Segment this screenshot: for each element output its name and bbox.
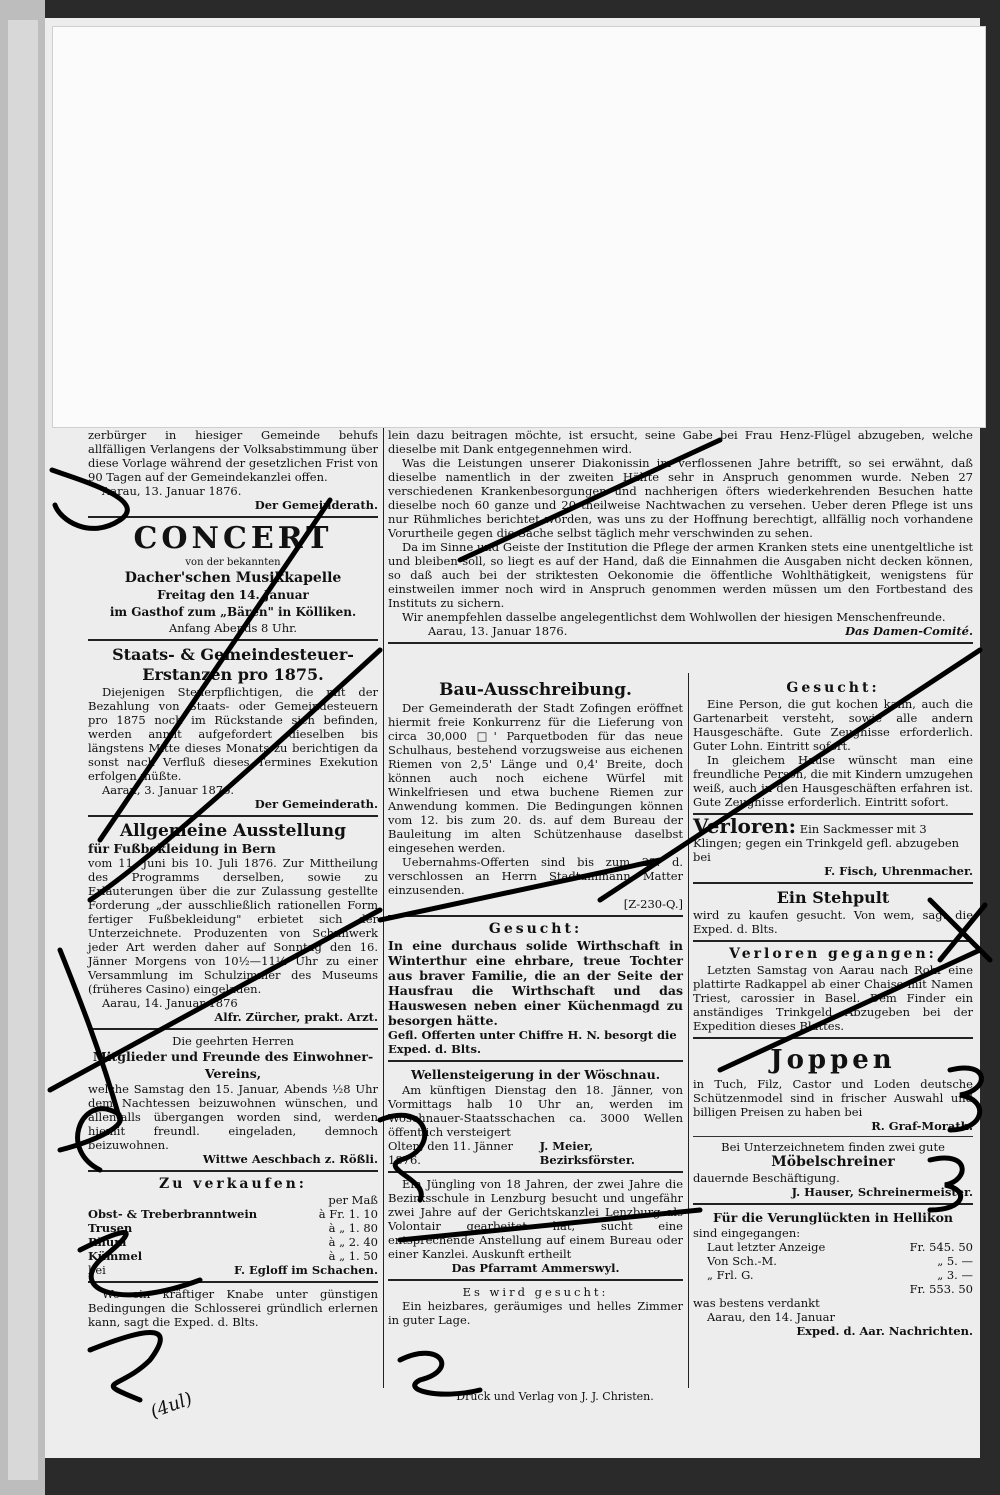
joppen-sign: R. Graf-Morath. bbox=[871, 1119, 973, 1133]
ges-offer: Gefl. Offerten unter Chiffre H. N. besorgt die Exped. d. Blts. bbox=[388, 1028, 677, 1056]
hell-total: Fr. 553. 50 bbox=[909, 1282, 973, 1296]
verkauf-sign: F. Egloff im Schachen. bbox=[233, 1263, 378, 1277]
hell-item-name: Laut letzter Anzeige bbox=[707, 1240, 826, 1254]
divider bbox=[88, 1281, 378, 1283]
intro-text: zerbürger in hiesiger Gemeinde behufs allfälligen Verlangens der Volksabstimmung über diese Vorlage während der gesetzlichen Frist von 90 Tagen auf der Gemeindekanzlei offen. bbox=[88, 428, 378, 484]
column-1 bbox=[88, 428, 378, 1329]
ausst-sign: Alfr. Zürcher, prakt. Arzt. bbox=[214, 1010, 378, 1024]
moebel-title: Möbelschreiner bbox=[771, 1154, 895, 1170]
verkauf-unit: per Maß bbox=[328, 1193, 378, 1207]
divider bbox=[88, 516, 378, 518]
hell-item-amount: „ 5. — bbox=[937, 1254, 973, 1268]
staats-sign: Der Gemeinderath. bbox=[254, 797, 378, 811]
knabe-text: Wo ein kräftiger Knabe unter günstigen Bedingungen die Schlosserei gründlich erlernen kann, sagt die Exped. d. Blts. bbox=[88, 1287, 378, 1329]
divider bbox=[388, 642, 973, 644]
well-sign: J. Meier, Bezirksförster. bbox=[539, 1139, 635, 1167]
zimmer-text: Ein heizbares, geräumiges und helles Zimmer in guter Lage. bbox=[388, 1299, 683, 1327]
divider bbox=[693, 1037, 973, 1039]
verkauf-item-name: Obst- & Treberbranntwein bbox=[88, 1207, 258, 1221]
staats-text: Diejenigen Steuerpflichtigen, die mit der Bezahlung von Staats- oder Gemeindesteuern pro 1875 noch im Rückstande sich befinden, werden anmit aufgefordert dieselben bis längstens Mitte dieses Monats zu berichtigen da sonst nach Verfluß dieses Termines Exekution erfolgen müßte. bbox=[88, 685, 378, 783]
hell-list bbox=[693, 1240, 973, 1282]
bau-title: Bau-Ausschreibung. bbox=[439, 680, 632, 700]
hell-thanks: was bestens verdankt bbox=[693, 1296, 820, 1310]
verein-sign: Wittwe Aeschbach z. Rößli. bbox=[202, 1152, 378, 1166]
bau-code: [Z-230-Q.] bbox=[623, 897, 683, 911]
moebel-text: dauernde Beschäftigung. bbox=[693, 1171, 840, 1185]
c3-ges-text: Eine Person, die gut kochen kann, auch die Gartenarbeit versteht, sowie alle andern Hausgeschäfte. Gute Zeugnisse erforderlich. Guter Lohn. Eintritt sofort. bbox=[693, 697, 973, 753]
divider bbox=[88, 1170, 378, 1172]
divider bbox=[88, 639, 378, 641]
hell-sub: sind eingegangen: bbox=[693, 1226, 801, 1240]
joppen-text: in Tuch, Filz, Castor und Loden deutsche Schützenmodel sind in frischer Auswahl und billigen Preisen zu haben bei bbox=[693, 1077, 973, 1119]
well-date: Olten, den 11. Jänner 1876. bbox=[388, 1139, 514, 1167]
verkauf-sign-pre: bei bbox=[88, 1263, 106, 1277]
joppen-title: Joppen bbox=[770, 1045, 896, 1075]
intro-date: Aarau, 13. Januar 1876. bbox=[102, 484, 242, 498]
verkauf-item-name: Kümmel bbox=[88, 1249, 143, 1263]
verl2-title: Verloren gegangen: bbox=[729, 946, 937, 962]
top-text-1: lein dazu beitragen möchte, ist ersucht, seine Gabe bei Frau Henz-Flügel abzugeben, welche dieselbe mit Dank entgegennehmen wird. bbox=[388, 428, 973, 456]
ausst-date: Aarau, 14. Januar 1876 bbox=[102, 996, 238, 1010]
verein-text: welche Samstag den 15. Januar, Abends ½8 Uhr dem Nachtessen beizuwohnen wünschen, und allenfalls übergangen worden sind, werden hiemit freundl. eingeladen, demnoch beizuwohnen. bbox=[88, 1082, 378, 1152]
scan-left-edge-inner bbox=[8, 20, 38, 1480]
verl-title: Verloren: bbox=[693, 814, 797, 838]
ges-title: Gesucht: bbox=[488, 921, 583, 937]
verloren-block bbox=[693, 814, 973, 864]
divider bbox=[388, 1171, 683, 1173]
divider bbox=[693, 1136, 973, 1137]
staats-date: Aarau, 3. Januar 1876. bbox=[102, 783, 235, 797]
divider bbox=[388, 915, 683, 917]
concert-time: Anfang Abends 8 Uhr. bbox=[168, 621, 297, 635]
verkauf-list bbox=[88, 1207, 378, 1263]
verein-pre: Die geehrten Herren bbox=[172, 1034, 294, 1048]
verein-title: Mitglieder und Freunde des Einwohner-Vereins, bbox=[92, 1049, 374, 1081]
verkauf-item bbox=[88, 1249, 378, 1263]
printer-footer: Druck und Verlag von J. J. Christen. bbox=[456, 1390, 654, 1403]
bau-text-2: Uebernahms-Offerten sind bis zum 22. d. verschlossen an Herrn Stadtammann Matter einzusenden. bbox=[388, 855, 683, 897]
verkauf-item-name: Trusen bbox=[88, 1221, 133, 1235]
divider bbox=[88, 815, 378, 817]
verkauf-item-price: à Fr. 1. 10 bbox=[318, 1207, 378, 1221]
damen-comite-notice bbox=[388, 428, 973, 648]
concert-title: CONCERT bbox=[133, 521, 333, 556]
top-date: Aarau, 13. Januar 1876. bbox=[428, 624, 568, 638]
column-rule-2 bbox=[688, 673, 689, 1388]
top-text-4: Wir anempfehlen dasselbe angelegentlichst dem Wohlwollen der hiesigen Menschenfreunde. bbox=[402, 610, 946, 624]
c3-ges-text-2: In gleichem Hause wünscht man eine freundliche Person, die mit Kindern umzugehen weiß, auch in den Hausgeschäften erfahren ist. Gute Zeugnisse erforderlich. Eintritt sofort. bbox=[693, 753, 973, 809]
hell-item-name: Von Sch.-M. bbox=[707, 1254, 777, 1268]
top-sign-row bbox=[388, 624, 973, 638]
verl-sign: F. Fisch, Uhrenmacher. bbox=[824, 864, 973, 878]
top-text-3: Da im Sinne und Geiste der Institution die Pflege der armen Kranken stets eine unentgeltliche ist und bleiben soll, so liegt es auf der Hand, daß die Einnahmen die Ausgaben nicht decken können, so daß auch bei der striktesten Oekonomie die öffentliche Wohlthätigkeit, wenigstens für einstweilen immer noch wird in Anspruch genommen werden müssen um den Fortbestand des Instituts zu sichern. bbox=[388, 540, 973, 610]
verkauf-title: Zu verkaufen: bbox=[159, 1176, 307, 1192]
verkauf-item-price: à „ 1. 80 bbox=[328, 1221, 378, 1235]
verl2-text: Letzten Samstag von Aarau nach Rohr eine plattirte Radkappel ab einer Chaise mit Namen Triest, carossier in Basel. Dem Finder ein anständiges Trinkgeld Abzugeben bei der Expedition dieses Blattes. bbox=[693, 963, 973, 1033]
concert-band: Dacher'schen Musikkapelle bbox=[124, 570, 342, 586]
hell-item-amount: „ 3. — bbox=[937, 1268, 973, 1282]
concert-place: im Gasthof zum „Bären" in Kölliken. bbox=[109, 605, 357, 619]
jung-text: Ein Jüngling von 18 Jahren, der zwei Jahre die Bezirksschule in Lenzburg besucht und ungefähr zwei Jahre auf der Gerichtskanzlei Lenzburg als Volontair gearbeitet hat, sucht eine entsprechende Anstellung auf einem Bureau oder einer Kanzlei. Auskunft ertheilt bbox=[388, 1177, 683, 1261]
verkauf-item-name: Rhum bbox=[88, 1235, 127, 1249]
divider bbox=[388, 1060, 683, 1062]
hell-item bbox=[693, 1268, 973, 1282]
c3-ges-title: Gesucht: bbox=[786, 680, 880, 696]
hell-item-name: „ Frl. G. bbox=[707, 1268, 754, 1282]
moebel-pre: Bei Unterzeichnetem finden zwei gute bbox=[721, 1140, 945, 1154]
ausst-title: Allgemeine Ausstellung bbox=[119, 821, 347, 841]
jung-sign: Das Pfarramt Ammerswyl. bbox=[451, 1261, 620, 1275]
verkauf-item bbox=[88, 1207, 378, 1221]
hell-date: Aarau, den 14. Januar bbox=[707, 1310, 836, 1324]
stehpult-title: Ein Stehpult bbox=[776, 888, 890, 907]
hell-sign: Exped. d. Aar. Nachrichten. bbox=[796, 1324, 973, 1338]
divider bbox=[88, 1028, 378, 1030]
verkauf-item bbox=[88, 1235, 378, 1249]
ausst-text: vom 11. Juni bis 10. Juli 1876. Zur Mittheilung des Programms derselben, sowie zu Erläuterungen über die zur Zulassung gestellte Forderung „der ausschließlich rationellen Form fertiger Fußbekleidung" erbietet sich der Unterzeichnete. Produzenten von Schuhwerk jeder Art werden daher auf Sonntag den 16. Jänner Morgens von 10½—11½ Uhr zu einer Versammlung im Schulzimmer des Museums (früheres Casino) eingeladen. bbox=[88, 856, 378, 996]
divider bbox=[388, 1279, 683, 1281]
divider bbox=[693, 1203, 973, 1205]
well-sign-row bbox=[388, 1139, 683, 1167]
column-rule-1 bbox=[383, 428, 384, 1388]
top-sign: Das Damen-Comité. bbox=[845, 624, 973, 638]
verl-text: Ein Sackmesser mit 3 Klingen; gegen ein Trinkgeld gefl. abzugeben bei bbox=[693, 822, 960, 864]
divider bbox=[693, 882, 973, 884]
top-text-2: Was die Leistungen unserer Diakonissin im verflossenen Jahre betrifft, so sei erwähnt, daß dieselbe namentlich in der zweiten Hälfte sehr in Anspruch genommen wurde. Neben 27 verschiedenen Krankenbesorgungen und nachherigen öfters wiederkehrenden Besuchen hatte dieselbe noch 60 ganze und 20 theilweise Nachtwachen zu versehen. Ueber deren Pflege ist uns nur Rühmliches berichtet worden, was uns zu der Hoffnung berechtigt, allfällig noch vorhandene Vorurtheile gegen die Sache selbst täglich mehr verschwinden zu sehen. bbox=[388, 456, 973, 540]
concert-date: Freitag den 14. Januar bbox=[157, 588, 309, 602]
column-3 bbox=[693, 680, 973, 1338]
verkauf-sign-row bbox=[88, 1263, 378, 1277]
hell-title: Für die Verunglückten in Hellikon bbox=[712, 1210, 954, 1225]
hell-item-amount: Fr. 545. 50 bbox=[909, 1240, 973, 1254]
zimmer-title: Es wird gesucht: bbox=[462, 1285, 609, 1299]
blank-cover-sheet bbox=[52, 26, 986, 428]
ges-text: In eine durchaus solide Wirthschaft in Winterthur eine ehrbare, treue Tochter aus braver Familie, die an der Seite der Hausfrau die Wirthschaft und das Hauswesen neben einer Küchenmagd zu besorgen hätte. bbox=[388, 938, 683, 1028]
hell-item bbox=[693, 1254, 973, 1268]
hell-item bbox=[693, 1240, 973, 1254]
concert-sub: von der bekannten bbox=[185, 557, 281, 568]
handwritten-note: (4ul) bbox=[147, 1388, 196, 1423]
staats-title: Staats- & Gemeindesteuer-Erstanzen pro 1875. bbox=[112, 645, 354, 684]
stehpult-text: wird zu kaufen gesucht. Von wem, sagt die Exped. d. Blts. bbox=[693, 908, 973, 936]
verkauf-item-price: à „ 2. 40 bbox=[328, 1235, 378, 1249]
verkauf-item bbox=[88, 1221, 378, 1235]
well-text: Am künftigen Dienstag den 18. Jänner, von Vormittags halb 10 Uhr an, werden im Wöschnauer-Staatsschachen ca. 3000 Wellen öffentlich versteigert bbox=[388, 1083, 683, 1139]
divider bbox=[693, 940, 973, 942]
newspaper-content bbox=[88, 428, 973, 1408]
bau-text: Der Gemeinderath der Stadt Zofingen eröffnet hiermit freie Konkurrenz für die Lieferung von circa 30,000 □' Parquetboden für das neue Schulhaus, bestehend vorzugsweise aus eichenen Riemen von 2,5' Länge und 0,4' Breite, doch können auch noch eichene Würfel mit Winkelfriesen und etwa buchene Riemen zur Anwendung kommen. Die Bedingungen können vom 12. bis zum 20. ds. auf dem Bureau der Bauleitung im alten Schützenhause daselbst eingesehen werden. bbox=[388, 701, 683, 855]
column-2 bbox=[388, 680, 683, 1327]
intro-sign: Der Gemeinderath. bbox=[254, 498, 378, 512]
ausst-sub: für Fußbekleidung in Bern bbox=[88, 841, 276, 856]
well-title: Wellensteigerung in der Wöschnau. bbox=[410, 1067, 661, 1082]
moebel-sign: J. Hauser, Schreinermeister. bbox=[791, 1185, 973, 1199]
verkauf-item-price: à „ 1. 50 bbox=[328, 1249, 378, 1263]
